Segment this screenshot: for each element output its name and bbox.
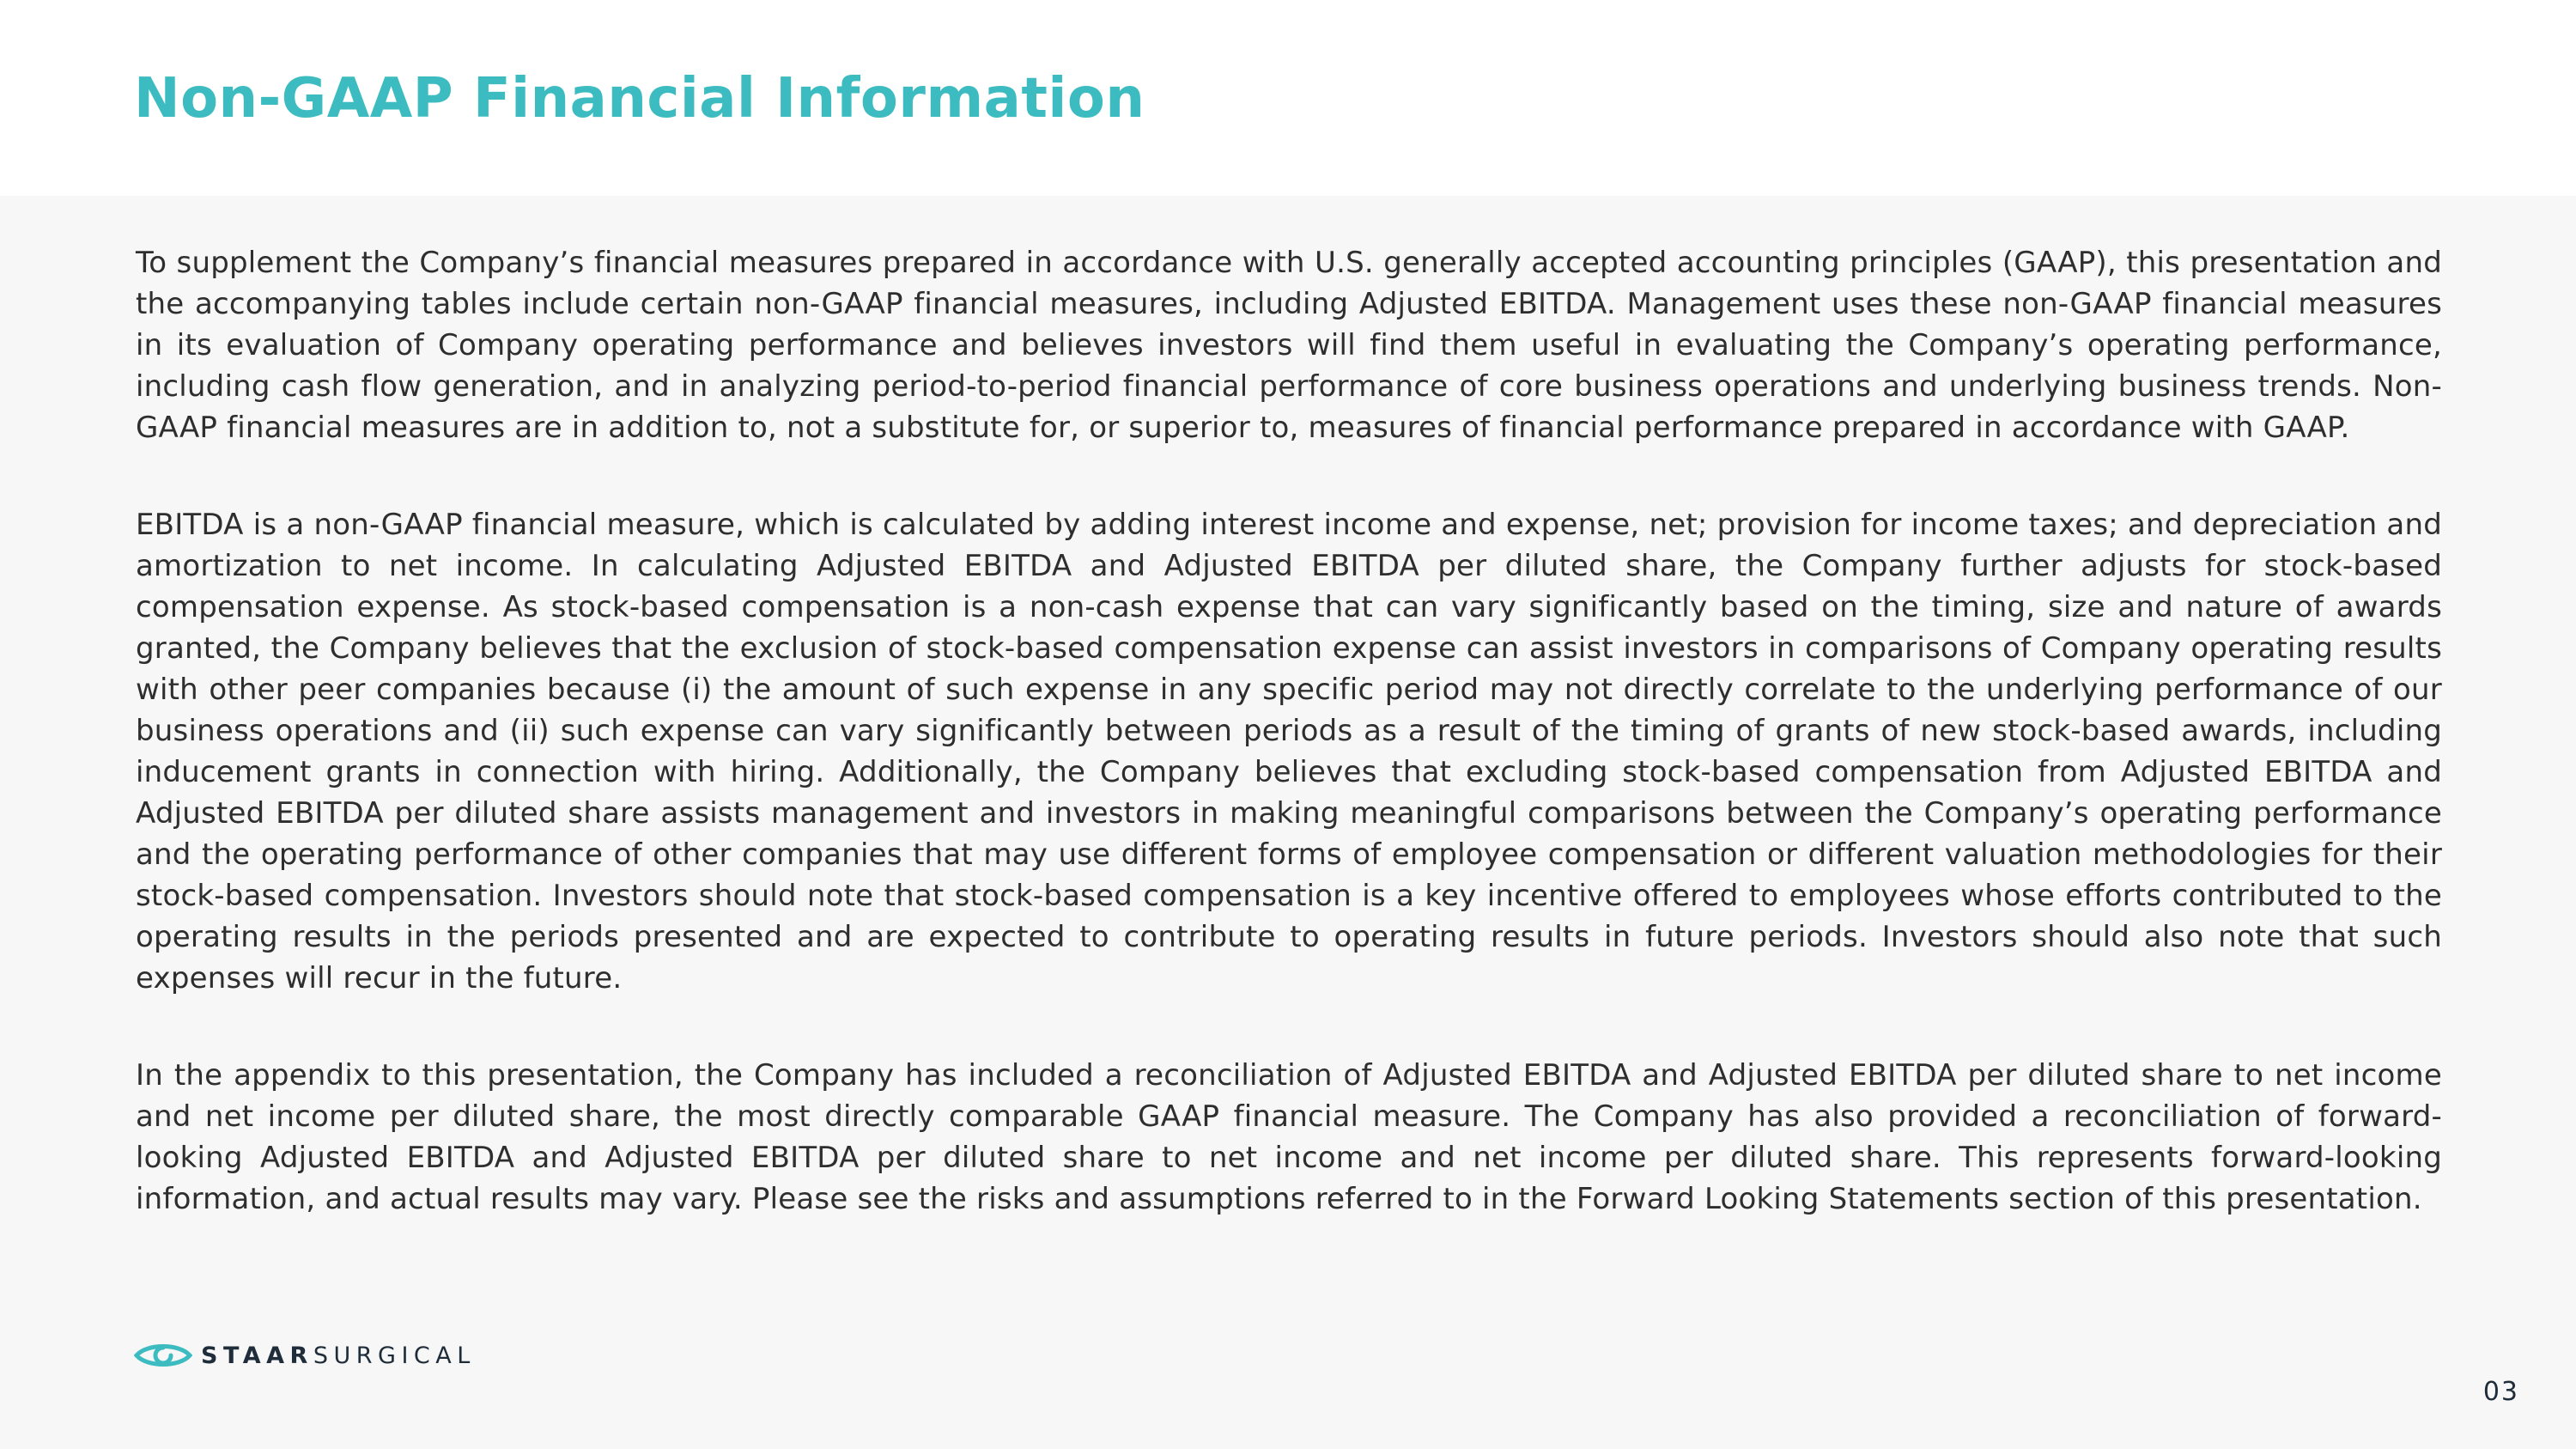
paragraph-ebitda-definition: EBITDA is a non-GAAP financial measure, which is calculated by adding interest income and expense, net; provision for income taxes; and depreciation and amortization to net income. In calculating Adjusted EBITDA and Adjusted EBITDA per diluted share, the Company further adjusts for stock-based compensation expense. As stock-based compensation is a non-cash expense that can vary significantly based on the timing, size and nature of awards granted, the Company believes that the exclusion of stock-based compensation expense can assist investors in comparisons of Company operating results with other peer companies because (i) the amount of such expense in any specific period may not directly correlate to the underlying performance of our business operations and (ii) such expense can vary significantly between periods as a result of the timing of grants of new stock-based awards, including inducement grants in connection with hiring. Additionally, the Company believes that excluding stock-based compensation from Adjusted EBITDA and Adjusted EBITDA per diluted share assists management and investors in making meaningful comparisons between the Company’s operating performance and the operating performance of other companies that may use different forms of employee compensation or different valuation methodologies for their stock-based compensation. Investors should note that stock-based compensation is a key incentive offered to employees whose efforts contributed to the operating results in the periods presented and are expected to contribute to operating results in future periods. Investors should also note that such expenses will recur in the future. <box>136 508 2442 995</box>
eye-icon <box>134 1340 192 1371</box>
title-bar <box>0 0 2576 196</box>
paragraph-appendix-reconciliation: In the appendix to this presentation, the Company has included a reconciliation of Adjusted EBITDA and Adjusted EBITDA per diluted share to net income and net income per diluted share, the most directly comparable GAAP financial measure. The Company has also provided a reconciliation of forward-looking Adjusted EBITDA and Adjusted EBITDA per diluted share to net income and net income per diluted share. This represents forward-looking information, and actual results may vary. Please see the risks and assumptions referred to in the Forward Looking Statements section of this presentation. <box>136 1058 2442 1216</box>
page-number: 03 <box>2482 1377 2519 1407</box>
paragraph-non-gaap-intro: To supplement the Company’s financial measures prepared in accordance with U.S. generally accepted accounting principles (GAAP), this presentation and the accompanying tables include certain non-GAAP financial measures, including Adjusted EBITDA. Management uses these non-GAAP financial measures in its evaluation of Company operating performance and believes investors will find them useful in evaluating the Company’s operating performance, including cash flow generation, and in analyzing period-to-period financial performance of core business operations and underlying business trends. Non-GAAP financial measures are in addition to, not a substitute for, or superior to, measures of financial performance prepared in accordance with GAAP. <box>136 246 2442 445</box>
logo-brand-strong: STAAR <box>201 1342 313 1369</box>
page-title: Non-GAAP Financial Information <box>134 67 1145 131</box>
staar-surgical-logo <box>134 1340 476 1371</box>
logo-brand-light: SURGICAL <box>313 1342 476 1369</box>
logo-wordmark <box>201 1342 476 1369</box>
body-text <box>136 242 2442 1220</box>
